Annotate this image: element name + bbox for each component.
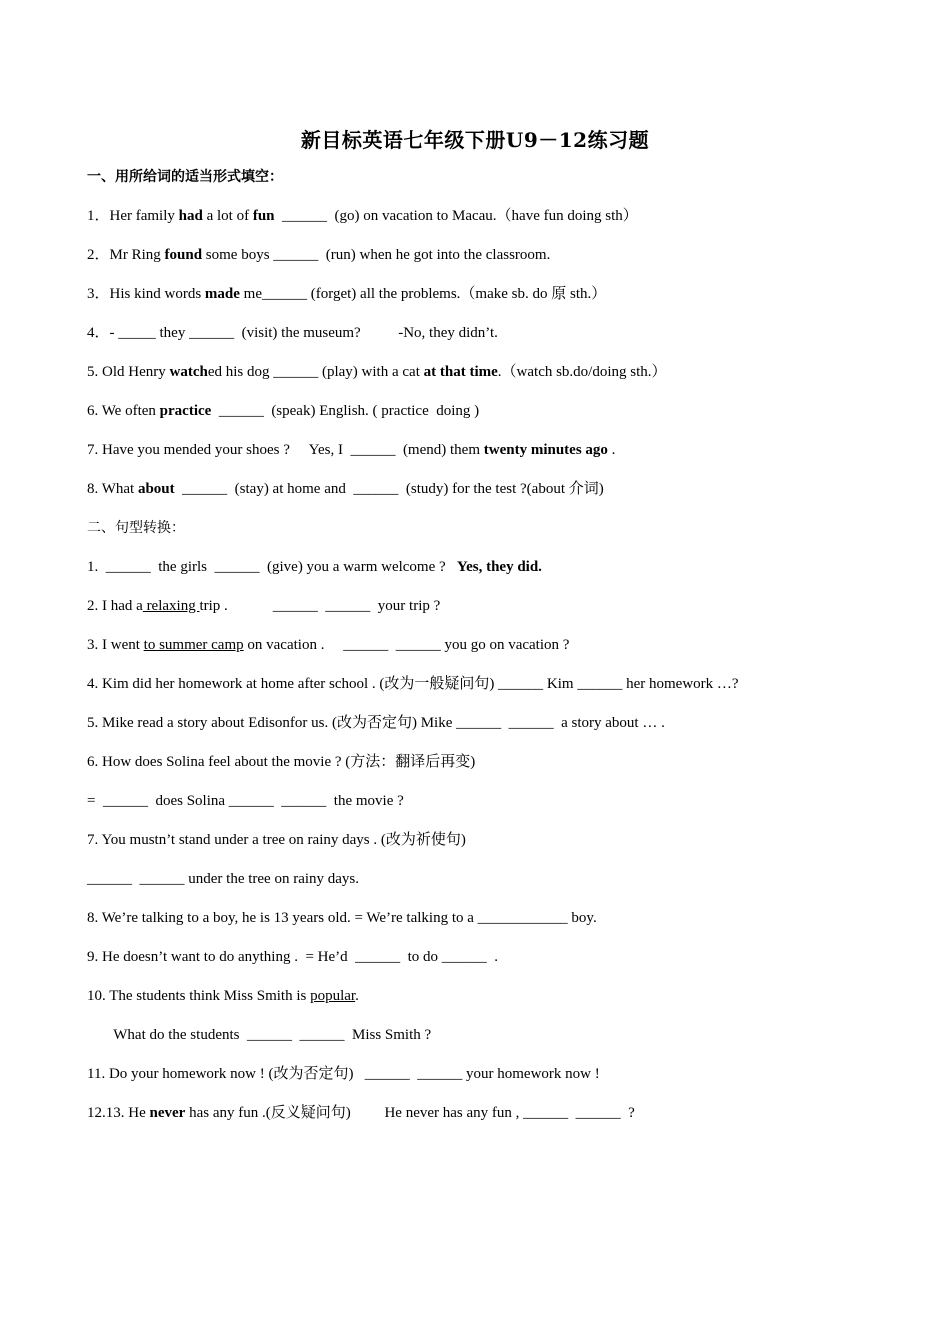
- transform-item-3: [87, 636, 569, 654]
- bold-text: had: [178, 208, 203, 224]
- text-segment: on vacation . ______ ______ you go on vacation ?: [243, 637, 570, 653]
- bold-text: never: [149, 1105, 186, 1121]
- text-segment: ______ (go) on vacation to Macau.（have fun doing sth）: [274, 208, 638, 224]
- fill-in-item-1: [87, 207, 638, 225]
- text-segment: 8. What: [87, 481, 138, 497]
- text-segment: 3．His kind words: [87, 286, 205, 302]
- text-segment: 10. The students think Miss Smith is: [87, 988, 311, 1004]
- fill-in-item-6: [87, 402, 479, 420]
- fill-in-item-5: [87, 363, 667, 381]
- transform-item-8: [87, 831, 466, 849]
- text-segment: 6. How does Solina feel about the movie ? (方法：翻译后再变): [87, 754, 476, 770]
- transform-item-15: [87, 1104, 635, 1122]
- text-segment: trip . ______ ______ your trip ?: [199, 598, 441, 614]
- transform-item-9: [87, 870, 359, 888]
- transform-item-13: [87, 1026, 431, 1044]
- section2-heading: 二、句型转换：: [87, 520, 185, 536]
- bold-text: at that time: [423, 364, 498, 380]
- text-segment: .: [355, 988, 359, 1004]
- text-segment: 7. You mustn’t stand under a tree on rainy days . (改为祈使句): [87, 832, 466, 848]
- text-segment: = ______ does Solina ______ ______ the movie ?: [87, 793, 404, 809]
- section1-heading: 一、用所给词的适当形式填空：: [87, 169, 283, 185]
- bold-text: watch: [169, 364, 208, 380]
- text-segment: 5. Mike read a story about Edisonfor us. (改为否定句) Mike ______ ______ a story about … .: [87, 715, 665, 731]
- bold-text: fun: [252, 208, 275, 224]
- text-segment: 12.13. He: [87, 1105, 150, 1121]
- text-segment: 6. We often: [87, 403, 160, 419]
- text-segment: 2．Mr Ring: [87, 247, 165, 263]
- text-segment: me______ (forget) all the problems.（make sb. do 原 sth.）: [239, 286, 607, 302]
- text-segment: 4. Kim did her homework at home after school . (改为一般疑问句) ______ Kim ______ her homework …?: [87, 676, 739, 692]
- text-segment: 9. He doesn’t want to do anything . = He’d ______ to do ______ .: [87, 949, 499, 965]
- text-segment: What do the students ______ ______ Miss Smith ?: [87, 1027, 432, 1043]
- fill-in-item-8: [87, 480, 604, 498]
- text-segment: .（watch sb.do/doing sth.）: [497, 364, 667, 380]
- fill-in-item-4: [87, 324, 498, 342]
- text-segment: 8. We’re talking to a boy, he is 13 years old. = We’re talking to a ____________ boy.: [87, 910, 597, 926]
- transform-item-5: [87, 714, 665, 732]
- transform-item-7: [87, 792, 404, 810]
- fill-in-item-2: [87, 246, 550, 264]
- transform-item-14: [87, 1065, 600, 1083]
- bold-text: twenty minutes ago: [483, 442, 608, 458]
- text-segment: .: [607, 442, 616, 458]
- text-segment: 4．- _____ they ______ (visit) the museum? -No, they didn’t.: [87, 325, 498, 341]
- text-segment: ______ (stay) at home and ______ (study) for the test ?(about 介词): [174, 481, 604, 497]
- bold-text: Yes, they did.: [456, 559, 542, 575]
- text-segment: a lot of: [202, 208, 253, 224]
- text-segment: ______ (speak) English. ( practice doing ): [211, 403, 480, 419]
- bold-text: about: [137, 481, 175, 497]
- text-segment: ed his dog ______ (play) with a cat: [207, 364, 424, 380]
- underlined-text: relaxing: [142, 598, 200, 614]
- transform-item-11: [87, 948, 498, 966]
- text-segment: has any fun .(反义疑问句) He never has any fun , ______ ______ ?: [185, 1105, 635, 1121]
- bold-text: made: [204, 286, 240, 302]
- transform-item-12: [87, 987, 359, 1005]
- text-segment: 1．Her family: [87, 208, 179, 224]
- text-segment: some boys ______ (run) when he got into the classroom.: [202, 247, 551, 263]
- underlined-text: popular: [310, 988, 356, 1004]
- underlined-text: to summer camp: [143, 637, 244, 653]
- transform-item-1: [87, 558, 542, 576]
- bold-text: practice: [159, 403, 212, 419]
- text-segment: 3. I went: [87, 637, 144, 653]
- text-segment: 11. Do your homework now ! (改为否定句) ______ ______ your homework now !: [87, 1066, 600, 1082]
- text-segment: 1. ______ the girls ______ (give) you a warm welcome ?: [87, 559, 457, 575]
- transform-item-6: [87, 753, 475, 771]
- transform-item-2: [87, 597, 440, 615]
- transform-item-10: [87, 909, 597, 927]
- text-segment: 7. Have you mended your shoes ? Yes, I ______ (mend) them: [87, 442, 484, 458]
- text-segment: 5. Old Henry: [87, 364, 170, 380]
- bold-text: found: [164, 247, 203, 263]
- text-segment: 2. I had a: [87, 598, 143, 614]
- fill-in-item-7: [87, 441, 615, 459]
- transform-item-4: [87, 675, 739, 693]
- text-segment: ______ ______ under the tree on rainy days.: [87, 871, 360, 887]
- page-title: 新目标英语七年级下册U9－12练习题: [300, 128, 650, 152]
- fill-in-item-3: [87, 285, 606, 303]
